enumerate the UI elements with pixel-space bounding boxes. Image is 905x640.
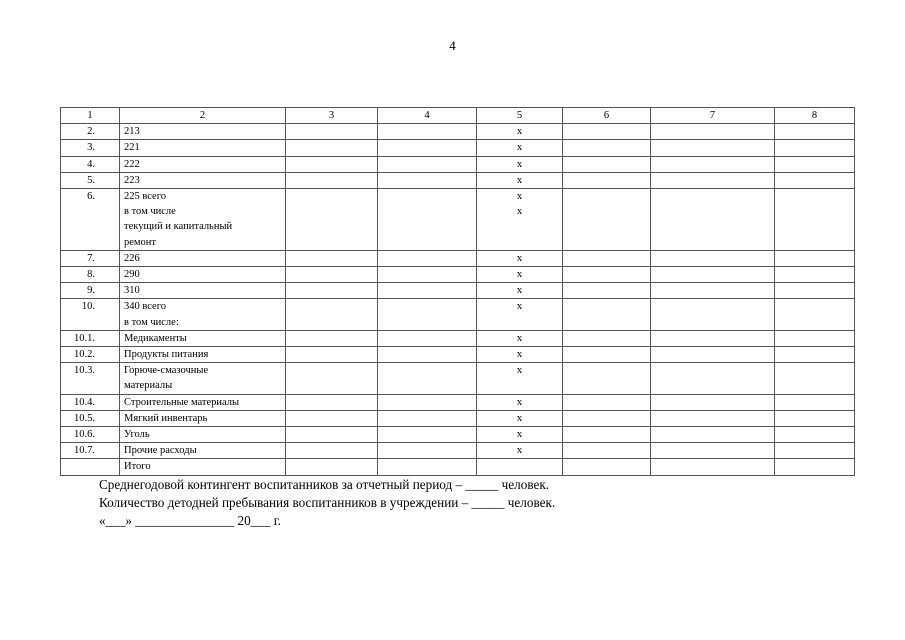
row-number-cell: 4. — [61, 156, 120, 172]
row-name-cell: Медикаменты — [120, 330, 286, 346]
empty-cell — [651, 330, 775, 346]
empty-cell — [563, 394, 651, 410]
empty-cell — [378, 156, 477, 172]
row-number-cell: 10.2. — [61, 347, 120, 363]
empty-cell — [378, 172, 477, 188]
empty-cell — [563, 427, 651, 443]
empty-cell — [378, 189, 477, 251]
date-line: «___» _______________ 20___ г. — [99, 513, 281, 528]
table-row — [61, 443, 855, 459]
empty-cell — [563, 124, 651, 140]
row-name-cell: 213 — [120, 124, 286, 140]
empty-cell — [563, 267, 651, 283]
table-row — [61, 124, 855, 140]
empty-cell — [563, 347, 651, 363]
empty-cell — [563, 250, 651, 266]
empty-cell — [775, 172, 855, 188]
header-cell: 4 — [378, 108, 477, 124]
empty-cell — [775, 250, 855, 266]
empty-cell — [286, 410, 378, 426]
empty-cell — [775, 299, 855, 330]
col5-cell: x — [477, 394, 563, 410]
empty-cell — [378, 347, 477, 363]
table-row — [61, 189, 855, 251]
empty-cell — [286, 459, 378, 475]
header-cell: 3 — [286, 108, 378, 124]
empty-cell — [651, 410, 775, 426]
row-name-cell: Уголь — [120, 427, 286, 443]
empty-cell — [378, 330, 477, 346]
col5-cell — [477, 459, 563, 475]
header-cell: 2 — [120, 108, 286, 124]
row-name-cell: 226 — [120, 250, 286, 266]
empty-cell — [775, 427, 855, 443]
col5-cell: x — [477, 299, 563, 330]
col5-cell: x — [477, 427, 563, 443]
row-number-cell: 10. — [61, 299, 120, 330]
col5-cell: x x — [477, 189, 563, 251]
empty-cell — [378, 459, 477, 475]
empty-cell — [286, 443, 378, 459]
empty-cell — [775, 459, 855, 475]
empty-cell — [286, 347, 378, 363]
empty-cell — [286, 156, 378, 172]
header-cell: 5 — [477, 108, 563, 124]
empty-cell — [775, 394, 855, 410]
empty-cell — [775, 156, 855, 172]
table-row — [61, 283, 855, 299]
col5-cell: x — [477, 172, 563, 188]
col5-cell: x — [477, 250, 563, 266]
empty-cell — [378, 267, 477, 283]
header-cell: 7 — [651, 108, 775, 124]
row-number-cell: 6. — [61, 189, 120, 251]
row-name-cell: Строительные материалы — [120, 394, 286, 410]
empty-cell — [286, 363, 378, 394]
page-number: 4 — [449, 38, 456, 53]
empty-cell — [286, 267, 378, 283]
empty-cell — [563, 363, 651, 394]
header-cell: 6 — [563, 108, 651, 124]
empty-cell — [775, 363, 855, 394]
empty-cell — [651, 394, 775, 410]
row-number-cell: 3. — [61, 140, 120, 156]
table-row — [61, 172, 855, 188]
empty-cell — [378, 140, 477, 156]
table-row — [61, 330, 855, 346]
row-name-cell: Горюче-смазочные материалы — [120, 363, 286, 394]
empty-cell — [651, 283, 775, 299]
empty-cell — [378, 124, 477, 140]
empty-cell — [286, 427, 378, 443]
table-row — [61, 394, 855, 410]
empty-cell — [378, 363, 477, 394]
table-row — [61, 410, 855, 426]
row-name-cell: 223 — [120, 172, 286, 188]
empty-cell — [651, 189, 775, 251]
col5-cell: x — [477, 140, 563, 156]
col5-cell: x — [477, 443, 563, 459]
empty-cell — [651, 347, 775, 363]
empty-cell — [775, 283, 855, 299]
empty-cell — [651, 459, 775, 475]
empty-cell — [651, 140, 775, 156]
col5-cell: x — [477, 124, 563, 140]
average-contingent-line: Среднегодовой контингент воспитанников за отчетный период – _____ человек. — [99, 477, 550, 492]
empty-cell — [563, 156, 651, 172]
empty-cell — [563, 443, 651, 459]
empty-cell — [378, 299, 477, 330]
empty-cell — [286, 394, 378, 410]
empty-cell — [775, 347, 855, 363]
empty-cell — [651, 172, 775, 188]
row-name-cell: 290 — [120, 267, 286, 283]
col5-cell: x — [477, 156, 563, 172]
empty-cell — [775, 189, 855, 251]
col5-cell: x — [477, 330, 563, 346]
table-row — [61, 250, 855, 266]
empty-cell — [775, 410, 855, 426]
row-number-cell: 10.7. — [61, 443, 120, 459]
row-name-cell: 225 всего в том числе текущий и капитальный ремонт — [120, 189, 286, 251]
row-number-cell: 7. — [61, 250, 120, 266]
empty-cell — [775, 140, 855, 156]
empty-cell — [563, 283, 651, 299]
table-row — [61, 299, 855, 330]
empty-cell — [775, 267, 855, 283]
row-number-cell: 9. — [61, 283, 120, 299]
header-cell: 1 — [61, 108, 120, 124]
row-number-cell: 10.1. — [61, 330, 120, 346]
empty-cell — [651, 427, 775, 443]
empty-cell — [378, 283, 477, 299]
footer-block — [99, 476, 555, 530]
row-number-cell — [61, 459, 120, 475]
table-row — [61, 347, 855, 363]
empty-cell — [563, 189, 651, 251]
empty-cell — [651, 124, 775, 140]
empty-cell — [286, 299, 378, 330]
row-number-cell: 2. — [61, 124, 120, 140]
empty-cell — [286, 250, 378, 266]
col5-cell: x — [477, 267, 563, 283]
row-name-cell: 222 — [120, 156, 286, 172]
table-row — [61, 459, 855, 475]
empty-cell — [651, 363, 775, 394]
row-name-cell: 221 — [120, 140, 286, 156]
empty-cell — [378, 427, 477, 443]
empty-cell — [651, 250, 775, 266]
empty-cell — [286, 140, 378, 156]
row-name-cell: 340 всего в том числе: — [120, 299, 286, 330]
row-name-cell: Итого — [120, 459, 286, 475]
empty-cell — [378, 394, 477, 410]
col5-cell: x — [477, 410, 563, 426]
empty-cell — [286, 189, 378, 251]
table-row — [61, 363, 855, 394]
empty-cell — [378, 250, 477, 266]
row-name-cell: 310 — [120, 283, 286, 299]
table-row — [61, 427, 855, 443]
row-name-cell: Прочие расходы — [120, 443, 286, 459]
empty-cell — [563, 410, 651, 426]
empty-cell — [775, 124, 855, 140]
empty-cell — [651, 267, 775, 283]
empty-cell — [563, 172, 651, 188]
empty-cell — [378, 443, 477, 459]
empty-cell — [651, 156, 775, 172]
col5-cell: x — [477, 363, 563, 394]
row-number-cell: 10.3. — [61, 363, 120, 394]
empty-cell — [563, 459, 651, 475]
empty-cell — [286, 330, 378, 346]
empty-cell — [286, 172, 378, 188]
row-number-cell: 5. — [61, 172, 120, 188]
table-row — [61, 156, 855, 172]
row-name-cell: Продукты питания — [120, 347, 286, 363]
empty-cell — [651, 443, 775, 459]
empty-cell — [286, 283, 378, 299]
row-number-cell: 10.4. — [61, 394, 120, 410]
table-row — [61, 267, 855, 283]
col5-cell: x — [477, 347, 563, 363]
row-number-cell: 10.6. — [61, 427, 120, 443]
row-number-cell: 10.5. — [61, 410, 120, 426]
table-header-row — [61, 108, 855, 124]
empty-cell — [563, 140, 651, 156]
header-cell: 8 — [775, 108, 855, 124]
empty-cell — [563, 299, 651, 330]
child-days-line: Количество детодней пребывания воспитанников в учреждении – _____ человек. — [99, 495, 556, 510]
empty-cell — [378, 410, 477, 426]
empty-cell — [563, 330, 651, 346]
row-name-cell: Мягкий инвентарь — [120, 410, 286, 426]
table-body — [61, 108, 855, 476]
report-table — [60, 107, 855, 476]
col5-cell: x — [477, 283, 563, 299]
empty-cell — [651, 299, 775, 330]
row-number-cell: 8. — [61, 267, 120, 283]
empty-cell — [775, 330, 855, 346]
table-row — [61, 140, 855, 156]
empty-cell — [775, 443, 855, 459]
empty-cell — [286, 124, 378, 140]
